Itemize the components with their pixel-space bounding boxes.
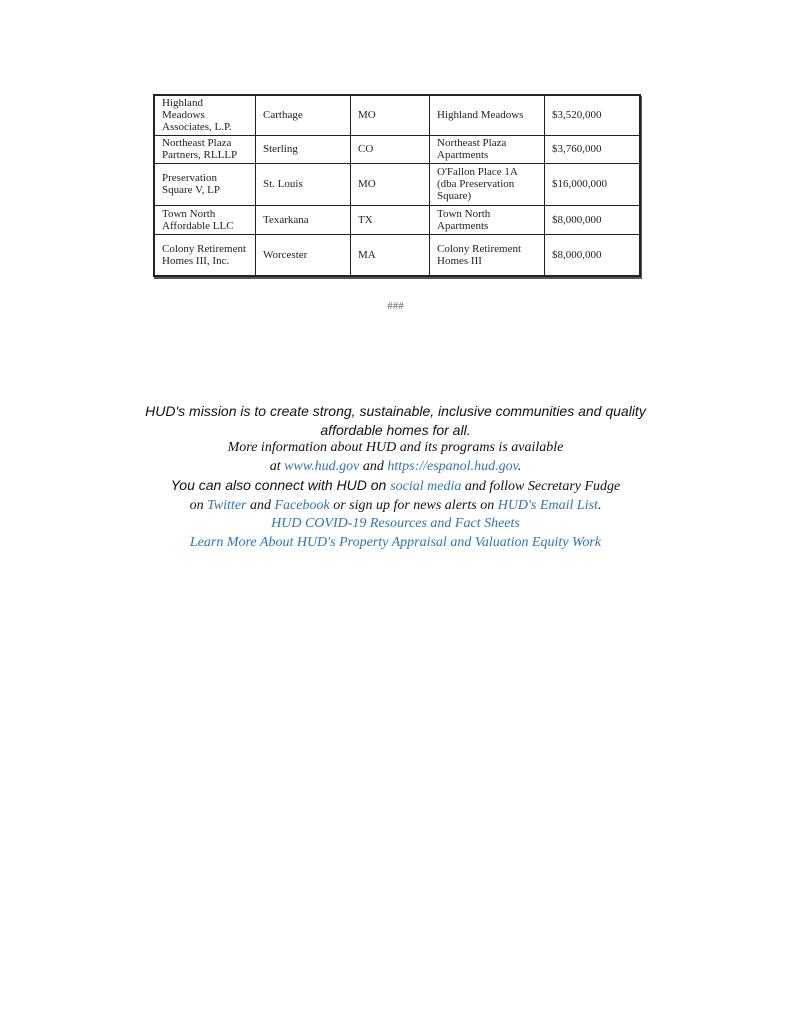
social-media-link[interactable]: social media — [390, 479, 462, 494]
state-cell: MO — [351, 95, 430, 135]
city-cell: Sterling — [256, 135, 351, 163]
hud-gov-link[interactable]: www.hud.gov — [284, 458, 360, 474]
state-cell: MA — [351, 234, 430, 276]
amount-cell: $3,760,000 — [545, 135, 641, 163]
project-cell: O'Fallon Place 1A (dba Preservation Square) — [430, 163, 545, 205]
on-and: and — [246, 497, 275, 513]
borrower-cell: Highland Meadows Associates, L.P. — [154, 95, 256, 135]
funding-table — [153, 94, 641, 277]
boilerplate-footer — [100, 402, 691, 552]
borrower-cell: Northeast Plaza Partners, RLLLP — [154, 135, 256, 163]
city-cell: Worcester — [256, 234, 351, 276]
amount-cell: $3,520,000 — [545, 95, 641, 135]
appraisal-line — [100, 534, 691, 553]
info-line-2 — [100, 458, 691, 477]
info-line-1: More information about HUD and its programs is available — [227, 440, 564, 455]
table-row — [154, 163, 640, 205]
covid-line — [100, 515, 691, 534]
covid-resources-link[interactable]: HUD COVID-19 Resources and Fact Sheets — [271, 516, 520, 531]
amount-cell: $8,000,000 — [545, 205, 641, 234]
on-prefix: on — [189, 497, 208, 513]
table-row — [154, 135, 640, 163]
state-cell: MO — [351, 163, 430, 205]
table-row — [154, 234, 640, 276]
end-of-release-mark: ### — [387, 300, 404, 312]
connect-line — [100, 476, 691, 497]
city-cell: Carthage — [256, 95, 351, 135]
info-period: . — [517, 458, 522, 474]
email-list-link[interactable]: HUD's Email List — [497, 497, 598, 513]
mission-line-2: affordable homes for all. — [320, 421, 471, 438]
table-row — [154, 205, 640, 234]
follow-line — [100, 497, 691, 516]
state-cell: TX — [351, 205, 430, 234]
mission-line-1: HUD's mission is to create strong, sustainable, inclusive communities and quality — [145, 403, 646, 419]
project-cell: Town North Apartments — [430, 205, 545, 234]
project-cell: Colony Retirement Homes III — [430, 234, 545, 276]
facebook-link[interactable]: Facebook — [274, 497, 330, 513]
city-cell: St. Louis — [256, 163, 351, 205]
connect-prefix: You can also connect with HUD on — [170, 477, 391, 493]
on-middle: or sign up for news alerts on — [329, 497, 498, 513]
project-cell: Highland Meadows — [430, 95, 545, 135]
borrower-cell: Colony Retirement Homes III, Inc. — [154, 234, 256, 276]
amount-cell: $16,000,000 — [545, 163, 641, 205]
appraisal-equity-link[interactable]: Learn More About HUD's Property Appraisal and Valuation Equity Work — [189, 534, 602, 550]
info-prefix: at — [269, 458, 285, 474]
connect-suffix: and follow Secretary Fudge — [461, 479, 621, 494]
table-row — [154, 95, 640, 135]
espanol-hud-link[interactable]: https://espanol.hud.gov — [387, 458, 518, 474]
project-cell: Northeast Plaza Apartments — [430, 135, 545, 163]
on-period: . — [597, 497, 602, 513]
city-cell: Texarkana — [256, 205, 351, 234]
borrower-cell: Preservation Square V, LP — [154, 163, 256, 205]
state-cell: CO — [351, 135, 430, 163]
info-and: and — [359, 458, 388, 474]
amount-cell: $8,000,000 — [545, 234, 641, 276]
twitter-link[interactable]: Twitter — [207, 497, 247, 513]
borrower-cell: Town North Affordable LLC — [154, 205, 256, 234]
